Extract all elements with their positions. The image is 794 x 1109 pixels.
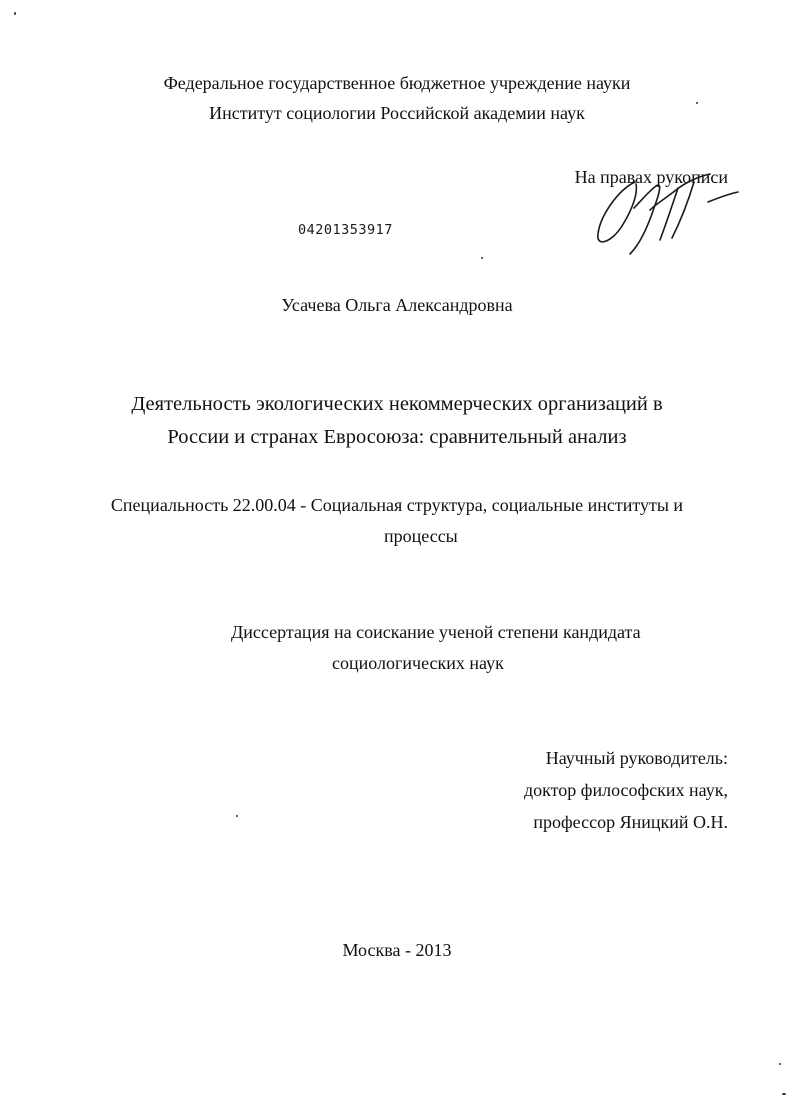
specialty-line-1: Специальность 22.00.04 - Социальная структура, социальные институты и (110, 495, 684, 515)
scan-speck (696, 102, 698, 104)
supervisor-degree: доктор философских наук, (524, 780, 728, 800)
scan-speck (782, 1093, 786, 1095)
manuscript-note: На правах рукописи (574, 167, 728, 187)
scan-speck (779, 1063, 781, 1065)
scan-speck (236, 815, 238, 817)
city-year: Москва - 2013 (342, 940, 452, 960)
scan-speck (14, 12, 16, 15)
degree-line-1: Диссертация на соискание ученой степени кандидата (231, 622, 641, 642)
degree-line-2: социологических наук (332, 653, 504, 673)
supervisor-name: профессор Яницкий О.Н. (533, 812, 728, 832)
dissertation-title-line-2: России и странах Евросоюза: сравнительный анализ (167, 426, 627, 448)
scan-speck (481, 257, 483, 259)
institution-line-2: Институт социологии Российской академии наук (209, 103, 585, 123)
signature-icon (590, 168, 740, 258)
institution-line-1: Федеральное государственное бюджетное учреждение науки (163, 73, 631, 93)
supervisor-label: Научный руководитель: (545, 748, 728, 768)
specialty-line-2: процессы (384, 526, 458, 546)
archive-code: 04201353917 (298, 222, 393, 238)
author-name: Усачева Ольга Александровна (281, 295, 513, 315)
dissertation-title-line-1: Деятельность экологических некоммерческих организаций в (131, 393, 663, 415)
